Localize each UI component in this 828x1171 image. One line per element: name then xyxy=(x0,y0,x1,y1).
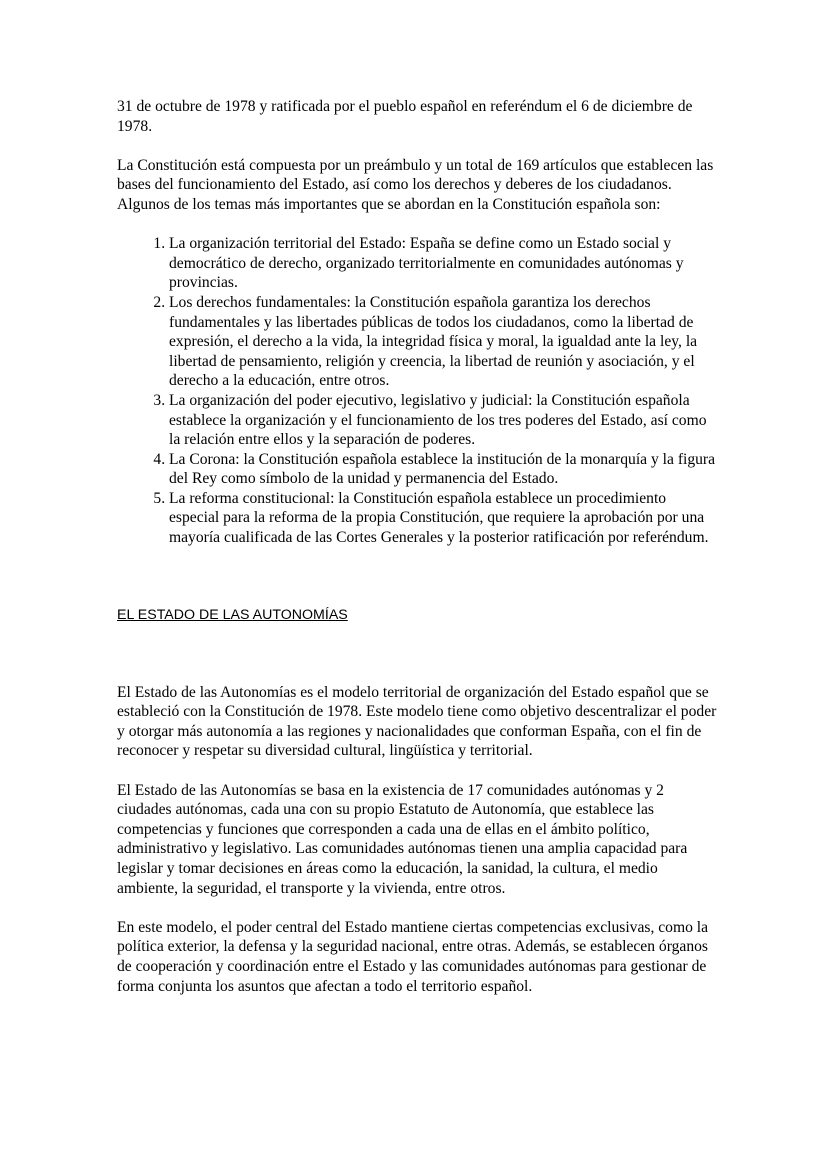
autonomias-paragraph-3: En este modelo, el poder central del Estado mantiene ciertas competencias exclusivas, como la política exterior, la defensa y la seguridad nacional, entre otras. Además, se establecen órganos de cooperación y coordinación entre el Estado y las comunidades autónomas para gestionar de forma conjunta los asuntos que afectan a todo el territorio español. xyxy=(117,918,709,995)
constitution-topics-list xyxy=(117,234,717,548)
autonomias-paragraph-2: El Estado de las Autonomías se basa en la existencia de 17 comunidades autónomas y 2 ciudades autónomas, cada una con su propio Estatuto de Autonomía, que establece las competencias y funciones que corresponden a cada una de ellas en el ámbito político, administrativo y legislativo. Las comunidades autónomas tienen una amplia capacidad para legislar y tomar decisiones en áreas como la educación, la sanidad, la cultura, el medio ambiente, la seguridad, el transporte y la vivienda, entre otros. xyxy=(117,781,688,897)
intro-paragraph-2: La Constitución está compuesta por un preámbulo y un total de 169 artículos que establecen las bases del funcionamiento del Estado, así como los derechos y deberes de los ciudadanos. Algunos de los temas más importantes que se abordan en la Constitución española son: xyxy=(117,156,714,213)
document-body xyxy=(117,97,717,996)
autonomias-paragraph-1: El Estado de las Autonomías es el modelo territorial de organización del Estado español que se estableció con la Constitución de 1978. Este modelo tiene como objetivo descentralizar el poder y otorgar más autonomía a las regiones y nacionalidades que conforman España, con el fin de reconocer y respetar su diversidad cultural, lingüística y territorial. xyxy=(117,683,717,760)
topic-item-2: 2. Los derechos fundamentales: la Constitución española garantiza los derechos fundamentales y las libertades públicas de todos los ciudadanos, como la libertad de expresión, el derecho a la vida, la integridad física y moral, la igualdad ante la ley, la libertad de pensamiento, religión y creencia, la libertad de reunión y asociación, y el derecho a la educación, entre otros. xyxy=(169,293,717,391)
topic-item-1: 1. La organización territorial del Estado: España se define como un Estado social y democrático de derecho, organizado territorialmente en comunidades autónomas y provincias. xyxy=(169,234,717,293)
intro-paragraph-1: 31 de octubre de 1978 y ratificada por el pueblo español en referéndum el 6 de diciembre de 1978. xyxy=(117,98,693,135)
topic-item-5: 5. La reforma constitucional: la Constitución española establece un procedimiento especial para la reforma de la propia Constitución, que requiere la aprobación por una mayoría cualificada de las Cortes Generales y la posterior ratificación por referéndum. xyxy=(169,489,717,548)
section-heading-autonomias: EL ESTADO DE LAS AUTONOMÍAS xyxy=(117,606,348,623)
topic-item-3: 3. La organización del poder ejecutivo, legislativo y judicial: la Constitución española establece la organización y el funcionamiento de los tres poderes del Estado, así como la relación entre ellos y la separación de poderes. xyxy=(169,391,717,450)
topic-item-4: 4. La Corona: la Constitución española establece la institución de la monarquía y la figura del Rey como símbolo de la unidad y permanencia del Estado. xyxy=(169,450,717,489)
